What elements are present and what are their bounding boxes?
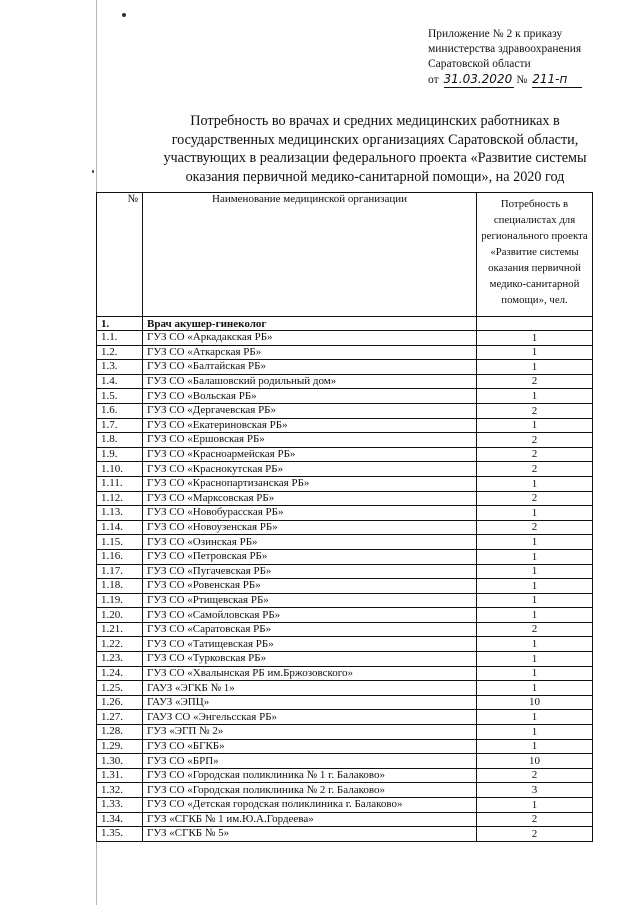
row-number: 1.26. [97,695,143,710]
row-value: 2 [477,447,593,462]
section-title: Врач акушер-гинеколог [143,317,477,331]
row-value: 1 [477,506,593,521]
title-line-3: участвующих в реализации федерального проекта «Развитие системы [163,150,587,166]
row-organization: ГУЗ СО «Самойловская РБ» [143,608,477,623]
row-number: 1.16. [97,549,143,564]
row-value: 1 [477,476,593,491]
table-row [97,710,593,725]
row-value: 2 [477,433,593,448]
row-value: 2 [477,403,593,418]
row-organization: ГУЗ «СГКБ № 1 им.Ю.А.Гордеева» [143,812,477,827]
row-number: 1.29. [97,739,143,754]
row-number: 1.1. [97,331,143,346]
title-line-1: Потребность во врачах и средних медицинских работниках в [190,113,560,129]
table-row [97,622,593,637]
row-organization: ГУЗ СО «Красноармейская РБ» [143,447,477,462]
row-value: 1 [477,608,593,623]
header-need: Потребность в специалистах для регионального проекта «Развитие системы оказания первичной медико-санитарной помощи», чел. [477,193,593,317]
row-organization: ГУЗ СО «Ершовская РБ» [143,433,477,448]
row-number: 1.19. [97,593,143,608]
row-value: 1 [477,652,593,667]
table-row [97,768,593,783]
row-number: 1.21. [97,622,143,637]
row-number: 1.31. [97,768,143,783]
table-row [97,754,593,769]
table-row [97,739,593,754]
row-number: 1.27. [97,710,143,725]
row-value: 1 [477,360,593,375]
row-number: 1.35. [97,827,143,842]
row-value: 1 [477,564,593,579]
row-organization: ГУЗ СО «Ртищевская РБ» [143,593,477,608]
row-organization: ГУЗ СО «Аткарская РБ» [143,345,477,360]
row-organization: ГУЗ СО «Новобурасская РБ» [143,506,477,521]
row-number: 1.10. [97,462,143,477]
row-value: 1 [477,535,593,550]
row-organization: ГУЗ СО «Хвалынская РБ им.Бржозовского» [143,666,477,681]
table-row [97,783,593,798]
row-value: 2 [477,827,593,842]
annex-number-label: № [516,74,528,86]
table-row [97,374,593,389]
annex-line-1: Приложение № 2 к приказу [428,28,563,40]
row-organization: ГУЗ СО «Городская поликлиника № 1 г. Балаково» [143,768,477,783]
table-row [97,447,593,462]
row-value: 1 [477,681,593,696]
row-value: 1 [477,666,593,681]
table-row [97,827,593,842]
row-organization: ГУЗ СО «Петровская РБ» [143,549,477,564]
row-number: 1.6. [97,403,143,418]
row-number: 1.12. [97,491,143,506]
table-header-row [97,193,593,317]
row-organization: ГУЗ СО «Озинская РБ» [143,535,477,550]
section-number: 1. [97,317,143,331]
row-organization: ГУЗ СО «Екатериновская РБ» [143,418,477,433]
row-value: 1 [477,725,593,740]
row-number: 1.13. [97,506,143,521]
header-organization: Наименование медицинской организации [143,193,477,317]
scan-speck-left [92,170,94,173]
row-number: 1.24. [97,666,143,681]
table-row [97,403,593,418]
row-number: 1.5. [97,389,143,404]
row-number: 1.14. [97,520,143,535]
table-row [97,637,593,652]
table-row [97,579,593,594]
row-number: 1.30. [97,754,143,769]
row-organization: ГУЗ СО «Татищевская РБ» [143,637,477,652]
table-row [97,345,593,360]
row-number: 1.34. [97,812,143,827]
table-body [97,317,593,842]
row-value: 10 [477,754,593,769]
table-row [97,695,593,710]
table-row [97,725,593,740]
row-value: 1 [477,418,593,433]
table-row [97,506,593,521]
row-number: 1.4. [97,374,143,389]
table-row [97,491,593,506]
row-value: 10 [477,695,593,710]
row-number: 1.18. [97,579,143,594]
table-row [97,798,593,813]
row-number: 1.33. [97,798,143,813]
table-row [97,652,593,667]
row-organization: ГУЗ СО «БГКБ» [143,739,477,754]
row-organization: ГУЗ СО «Пугачевская РБ» [143,564,477,579]
row-organization: ГУЗ СО «БРП» [143,754,477,769]
table-row [97,476,593,491]
row-number: 1.9. [97,447,143,462]
row-number: 1.8. [97,433,143,448]
row-value: 3 [477,783,593,798]
table-row [97,360,593,375]
table-row [97,389,593,404]
table-row [97,593,593,608]
row-organization: ГУЗ СО «Балашовский родильный дом» [143,374,477,389]
row-number: 1.7. [97,418,143,433]
table-row [97,520,593,535]
row-value: 1 [477,331,593,346]
row-value: 1 [477,389,593,404]
row-organization: ГУЗ «ЭГП № 2» [143,725,477,740]
title-line-4: оказания первичной медико-санитарной помощи», на 2020 год [185,168,565,185]
row-organization: ГУЗ СО «Марксовская РБ» [143,491,477,506]
table-row [97,462,593,477]
row-number: 1.23. [97,652,143,667]
row-organization: ГУЗ СО «Балтайская РБ» [143,360,477,375]
row-value: 2 [477,491,593,506]
row-value: 1 [477,593,593,608]
row-value: 1 [477,345,593,360]
row-organization: ГУЗ СО «Детская городская поликлиника г. Балаково» [143,798,477,813]
handwritten-date: 31.03.2020 [443,72,513,86]
handwritten-number: 211-п [532,72,582,88]
row-number: 1.15. [97,535,143,550]
section-value [477,317,593,331]
row-value: 2 [477,622,593,637]
row-value: 1 [477,798,593,813]
table-row [97,812,593,827]
table-row [97,549,593,564]
section-row [97,317,593,331]
table-row [97,331,593,346]
row-number: 1.32. [97,783,143,798]
annex-line-2: министерства здравоохранения [428,43,582,55]
annex-line-4 [428,72,582,88]
row-number: 1.25. [97,681,143,696]
row-value: 1 [477,710,593,725]
row-organization: ГУЗ СО «Турковская РБ» [143,652,477,667]
row-value: 1 [477,579,593,594]
row-value: 2 [477,520,593,535]
table-row [97,535,593,550]
row-number: 1.11. [97,476,143,491]
row-number: 1.17. [97,564,143,579]
row-value: 2 [477,768,593,783]
row-number: 1.2. [97,345,143,360]
table-row [97,681,593,696]
table-row [97,433,593,448]
table-row [97,564,593,579]
row-organization: ГУЗ СО «Городская поликлиника № 2 г. Балаково» [143,783,477,798]
title-line-2: государственных медицинских организациях Саратовской области, [171,131,579,148]
row-organization: ГАУЗ «ЭГКБ № 1» [143,681,477,696]
annex-from-label: от [428,74,439,86]
row-number: 1.22. [97,637,143,652]
row-value: 2 [477,374,593,389]
row-value: 2 [477,812,593,827]
row-number: 1.3. [97,360,143,375]
document-title [105,112,640,186]
annex-line-3: Саратовской области [428,58,531,70]
row-organization: ГУЗ СО «Дергачевская РБ» [143,403,477,418]
row-value: 1 [477,549,593,564]
row-organization: ГУЗ СО «Аркадакская РБ» [143,331,477,346]
row-organization: ГУЗ СО «Саратовская РБ» [143,622,477,637]
annex-block [428,27,582,88]
scan-speck-top [122,13,126,17]
row-number: 1.20. [97,608,143,623]
header-number: № [97,193,143,317]
row-value: 1 [477,637,593,652]
row-organization: ГУЗ «СГКБ № 5» [143,827,477,842]
table-row [97,608,593,623]
staffing-table [96,192,593,842]
row-organization: ГУЗ СО «Краснокутская РБ» [143,462,477,477]
row-value: 2 [477,462,593,477]
row-organization: ГУЗ СО «Ровенская РБ» [143,579,477,594]
table-row [97,418,593,433]
row-value: 1 [477,739,593,754]
row-number: 1.28. [97,725,143,740]
row-organization: ГАУЗ СО «Энгельсская РБ» [143,710,477,725]
table-row [97,666,593,681]
row-organization: ГУЗ СО «Вольская РБ» [143,389,477,404]
row-organization: ГУЗ СО «Краснопартизанская РБ» [143,476,477,491]
row-organization: ГУЗ СО «Новоузенская РБ» [143,520,477,535]
row-organization: ГАУЗ «ЭПЦ» [143,695,477,710]
